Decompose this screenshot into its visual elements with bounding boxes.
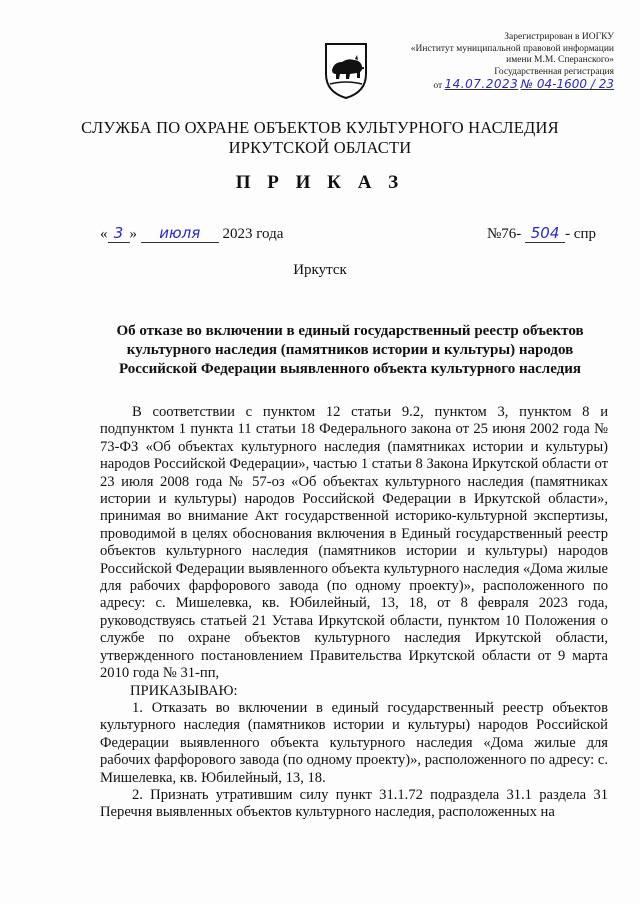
- date-open-quote: «: [100, 226, 108, 242]
- registration-date: 14.07.2023: [444, 77, 519, 91]
- document-type-title: П Р И К А З: [235, 172, 405, 193]
- registration-line: имени М.М. Сперанского»: [506, 55, 614, 65]
- order-body: [100, 404, 608, 822]
- registration-line: Зарегистрирован в ИОГКУ: [504, 32, 614, 42]
- preamble-paragraph: В соответствии с пунктом 12 статьи 9.2, пунктом 3, пунктом 8 и подпунктом 1 пункта 11 статьи 18 Федерального закона от 25 июня 2002 года № 73-ФЗ «Об объектах культурного наследия (памятниках истории и культуры) народов Российской Федерации», частью 1 статьи 8 Закона Иркутской области от 23 июля 2008 года № 57-оз «Об объектах культурного наследия (памятниках истории и культуры) народов Российской Федерации в Иркутской области», принимая во внимание Акт государственной историко-культурной экспертизы, проводимой в целях обоснования включения в Единый государственный реестр объектов культурного наследия (памятников истории и культуры) народов Российской Федерации выявленного объекта культурного наследия «Дома жилые для рабочих фарфорового завода (по одному проекту)», расположенного по адресу: с. Мишелевка, кв. Юбилейный, 13, 18, от 8 февраля 2023 года, руководствуясь статьей 21 Устава Иркутской области, пунктом 10 Положения о службе по охране объектов культурного наследия Иркутской области, утвержденного постановлением Правительства Иркутской области от 9 марта 2010 года № 31-пп,: [100, 404, 608, 682]
- order-number-suffix: - спр: [565, 226, 596, 242]
- order-subject: Об отказе во включении в единый государственный реестр объектов культурного наследия (памятников истории и культуры) народов Российской Федерации выявленного объекта культурного наследия: [116, 323, 584, 377]
- agency-name-line1: СЛУЖБА ПО ОХРАНЕ ОБЪЕКТОВ КУЛЬТУРНОГО НАСЛЕДИЯ: [81, 118, 559, 137]
- date-day: 3: [108, 224, 130, 243]
- agency-name-line2: ИРКУТСКОЙ ОБЛАСТИ: [228, 138, 412, 157]
- registration-line: Государственная регистрация: [494, 66, 614, 77]
- irkutsk-coat-of-arms-icon: [322, 40, 370, 100]
- order-number: [487, 224, 596, 243]
- agency-name: [0, 118, 640, 158]
- date-close-quote: »: [129, 226, 137, 242]
- registration-stamp: [384, 32, 614, 93]
- registration-number: № 04-1600 / 23: [520, 77, 614, 91]
- registration-line: «Институт муниципальной правовой информации: [410, 43, 614, 54]
- city: Иркутск: [293, 262, 347, 278]
- order-word: ПРИКАЗЫВАЮ:: [130, 682, 238, 699]
- registration-prefix: от: [433, 81, 443, 91]
- order-number-prefix: №76-: [487, 226, 522, 242]
- registration-date-line: [384, 79, 614, 93]
- date-year: 2023 года: [222, 226, 284, 242]
- order-item-2: 2. Признать утратившим силу пункт 31.1.72 подраздела 31.1 раздела 31 Перечня выявленных объектов культурного наследия, расположенных на: [100, 786, 608, 821]
- date-month: июля: [141, 224, 219, 243]
- order-date: [100, 224, 283, 243]
- order-number-value: 504: [525, 224, 565, 243]
- order-item-1: 1. Отказать во включении в единый государственный реестр объектов культурного наследия (памятников истории и культуры) народов Российской Федерации выявленного объекта культурного наследия «Дома жилые для рабочих фарфорового завода (по одному проекту)», расположенного по адресу: с. Мишелевка, кв. Юбилейный, 13, 18.: [100, 699, 608, 786]
